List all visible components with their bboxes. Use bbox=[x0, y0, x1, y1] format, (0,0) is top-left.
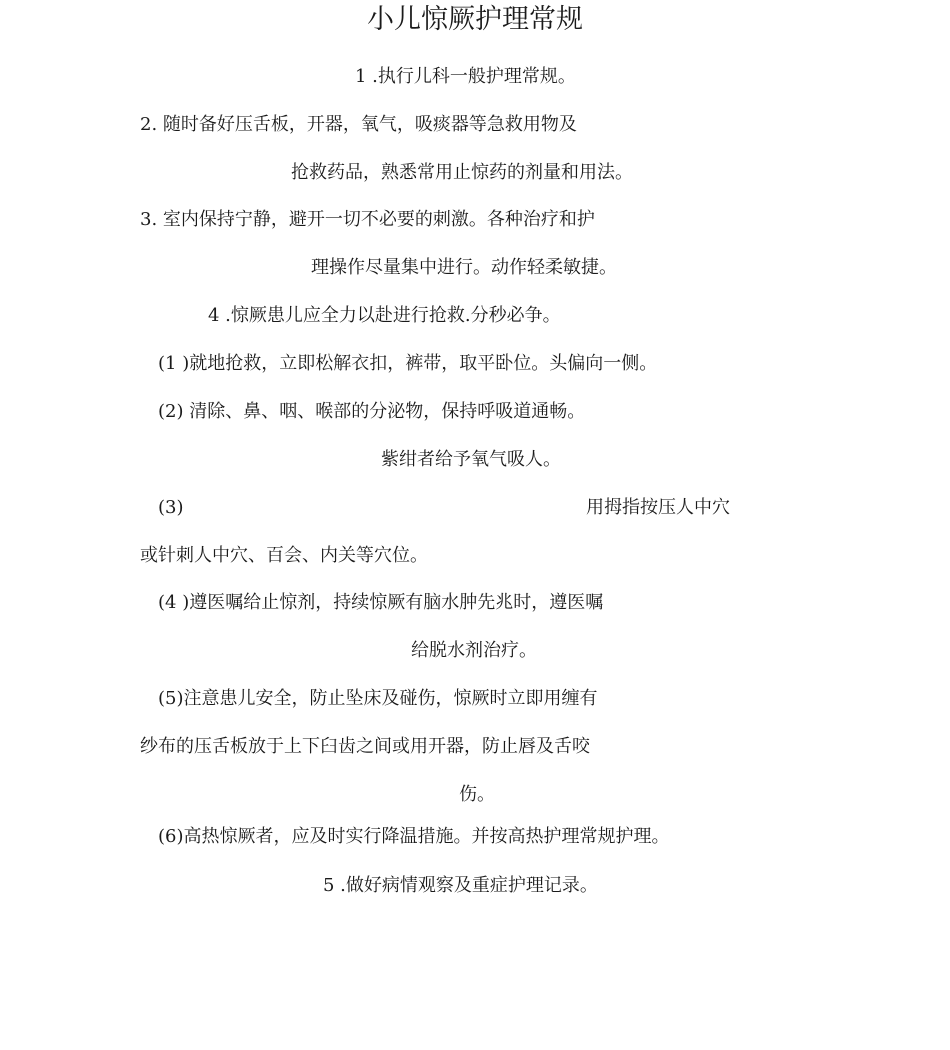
text-line-8: (2) 清除、鼻、咽、喉部的分泌物，保持呼吸道通畅。 bbox=[158, 401, 586, 422]
text-line-7: (1 )就地抢救，立即松解衣扣，裤带，取平卧位。头偏向一侧。 bbox=[158, 353, 658, 374]
text-line-10: (3) bbox=[158, 497, 184, 518]
text-line-12: 或针刺人中穴、百会、内关等穴位。 bbox=[140, 545, 428, 566]
text-line-6: 4 .惊厥患儿应全力以赴进行抢救.分秒必争。 bbox=[208, 305, 561, 326]
text-line-17: 伤。 bbox=[459, 784, 495, 805]
text-line-4: 3. 室内保持宁静，避开一切不必要的刺激。各种治疗和护 bbox=[140, 209, 595, 230]
text-line-13: (4 )遵医嘱给止惊剂，持续惊厥有脑水肿先兆时，遵医嘱 bbox=[158, 592, 604, 613]
text-line-11: 用拇指按压人中穴 bbox=[586, 497, 730, 518]
text-line-2: 2. 随时备好压舌板，开器，氧气，吸痰器等急救用物及 bbox=[140, 114, 577, 135]
text-line-14: 给脱水剂治疗。 bbox=[411, 640, 537, 661]
text-line-19: 5 .做好病情观察及重症护理记录。 bbox=[323, 875, 598, 896]
text-line-15: (5)注意患儿安全，防止坠床及碰伤，惊厥时立即用缠有 bbox=[158, 688, 598, 709]
text-line-9: 紫绀者给予氧气吸人。 bbox=[381, 449, 561, 470]
text-line-18: (6)高热惊厥者，应及时实行降温措施。并按高热护理常规护理。 bbox=[158, 826, 670, 847]
text-line-1: 1 .执行儿科一般护理常规。 bbox=[355, 66, 576, 87]
text-line-5: 理操作尽量集中进行。动作轻柔敏捷。 bbox=[311, 257, 617, 278]
text-line-16: 纱布的压舌板放于上下臼齿之间或用开器，防止唇及舌咬 bbox=[140, 736, 590, 757]
document-title: 小儿惊厥护理常规 bbox=[367, 4, 583, 35]
text-line-3: 抢救药品，熟悉常用止惊药的剂量和用法。 bbox=[291, 162, 633, 183]
